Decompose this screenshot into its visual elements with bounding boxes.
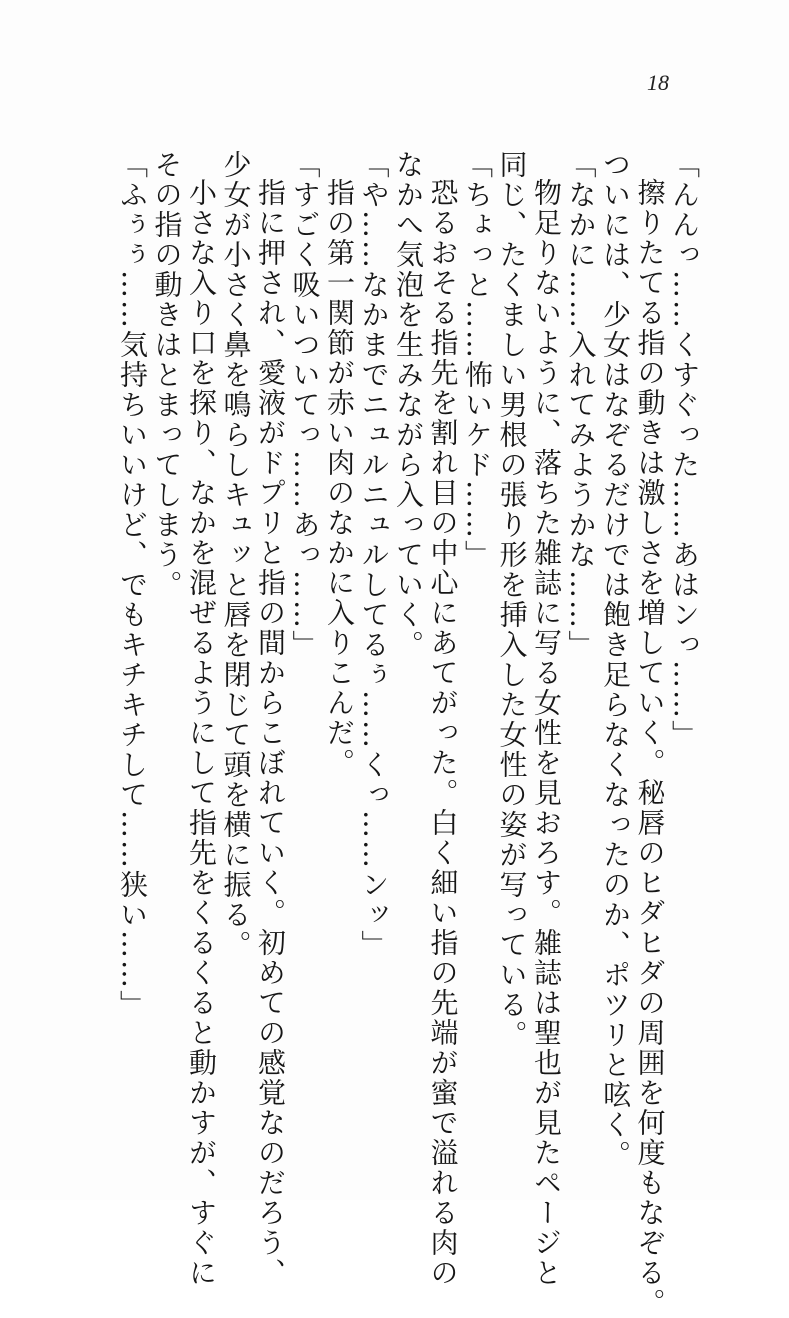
text-line: 小さな入り口を探り、なかを混ぜるようにして指先をくるくると動かすが、すぐに — [185, 178, 218, 1288]
text-line: ついには、少女はなぞるだけでは飽き足らなくなったのか、ポツリと呟く。 — [599, 150, 632, 1170]
page-number: 18 — [647, 70, 669, 95]
text-line: 「や……なかまでニュルニュルしてるぅ……くっ……ンッ」 — [357, 150, 391, 960]
text-line: 恐るおそる指先を割れ目の中心にあてがった。白く細い指の先端が蜜で溢れる肉の — [426, 178, 460, 1288]
text-line: 「んんっ……くすぐった……あはンっ……」 — [668, 150, 701, 750]
text-line: その指の動きはとまってしまう。 — [150, 150, 184, 600]
body-text — [81, 150, 701, 1318]
text-line: 物足りないように、落ちた雑誌に写る女性を見おろす。雑誌は聖也が見たページと — [530, 178, 563, 1288]
text-line: 「ちょっと……怖いケド……」 — [461, 150, 494, 570]
text-line: 「ふぅぅ……気持ちいいけど、でもキチキチして……狭い……」 — [116, 150, 149, 1020]
text-line: 少女が小さく鼻を鳴らしキュッと唇を閉じて頭を横に振る。 — [219, 150, 253, 960]
text-line: 「すごく吸いついてっ……あっ……」 — [288, 150, 322, 660]
text-line: 指の第一関節が赤い肉のなかに入りこんだ。 — [323, 178, 356, 778]
text-line: 指に押され、愛液がドプリと指の間からこぼれていく。初めての感覚なのだろう、 — [254, 178, 287, 1288]
text-line: なかへ気泡を生みながら入っていく。 — [392, 150, 425, 660]
text-line: 同じ、たくましい男根の張り形を挿入した女性の姿が写っている。 — [495, 150, 529, 1050]
text-line: 「なかに……入れてみようかな……」 — [564, 150, 598, 660]
text-line: 擦りたてる指の動きは激しさを増していく。秘唇のヒダヒダの周囲を何度もなぞる。 — [633, 178, 667, 1318]
